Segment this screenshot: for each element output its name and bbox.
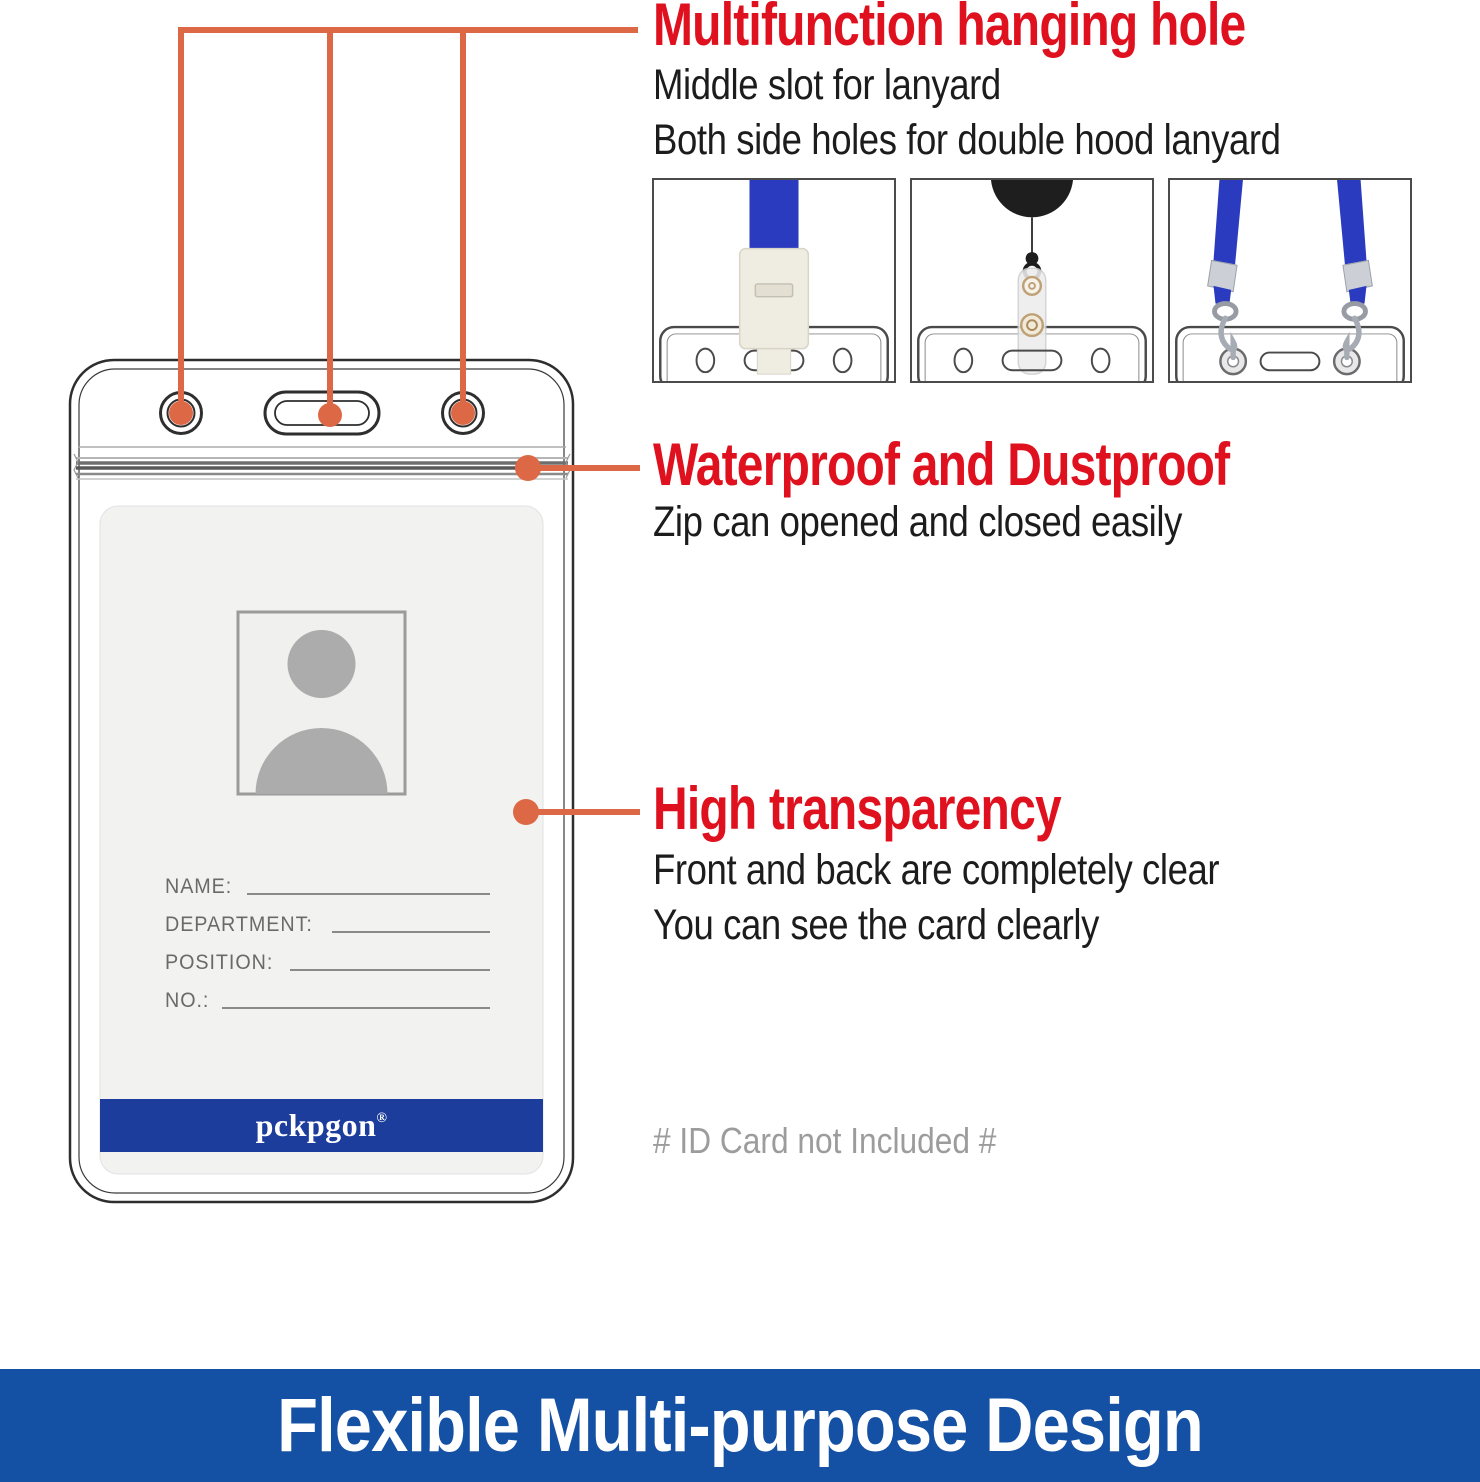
- card-field-department: [165, 914, 490, 936]
- callout-dot-zipper: [515, 455, 541, 481]
- zipper-icon: [74, 454, 570, 479]
- brand-name: pckpgon: [255, 1107, 377, 1143]
- field-label: NAME:: [165, 875, 233, 898]
- section-waterproof-desc: [653, 495, 1275, 550]
- field-label: POSITION:: [165, 951, 274, 974]
- badge-reel-drawing: [912, 180, 1152, 381]
- reel-body: [991, 180, 1073, 217]
- card-field-no: [165, 990, 490, 1012]
- section-hanging-hole-title: [653, 0, 1394, 56]
- desc-line: Zip can opened and closed easily: [653, 498, 1182, 546]
- desc-line: You can see the card clearly: [653, 901, 1099, 949]
- desc-line: Front and back are completely clear: [653, 846, 1220, 894]
- callout-line-middle-slot: [327, 27, 333, 411]
- note-text: # ID Card not Included #: [653, 1120, 997, 1161]
- section-transparency-desc: [653, 843, 1319, 953]
- section-hanging-hole-desc: [653, 58, 1391, 168]
- section-transparency-title: [653, 775, 1163, 842]
- lanyard-clip-drawing: [654, 180, 894, 381]
- heading-text: Multifunction hanging hole: [653, 0, 1246, 58]
- field-underline: [290, 968, 490, 971]
- callout-dot-transparency: [513, 799, 539, 825]
- desc-line: Middle slot for lanyard: [653, 61, 1001, 109]
- photo-lanyard-clip: [652, 178, 896, 383]
- heading-text: Waterproof and Dustproof: [653, 431, 1230, 498]
- badge-holder-illustration: [60, 350, 590, 1210]
- callout-dot-middle-slot: [318, 403, 342, 427]
- bottom-banner: [0, 1369, 1480, 1482]
- section-waterproof-title: [653, 431, 1373, 498]
- banner-title: Flexible Multi-purpose Design: [277, 1383, 1203, 1468]
- id-card: [100, 506, 543, 1174]
- card-field-name: [165, 876, 490, 898]
- field-underline: [222, 1006, 490, 1009]
- snap-button: [1021, 314, 1043, 336]
- card-field-position: [165, 952, 490, 974]
- photo-badge-reel: [910, 178, 1154, 383]
- callout-line-transparency: [526, 809, 640, 815]
- callout-line-top: [178, 27, 638, 33]
- field-label: NO.:: [165, 989, 210, 1012]
- field-underline: [332, 930, 490, 933]
- callout-dot-right-hole: [451, 401, 475, 425]
- photo-double-lanyard: [1168, 178, 1412, 383]
- heading-text: High transparency: [653, 775, 1061, 842]
- field-underline: [247, 892, 490, 895]
- plastic-clip: [740, 249, 809, 349]
- double-lanyard-drawing: [1170, 180, 1410, 381]
- callout-line-zipper: [528, 465, 640, 471]
- desc-line: Both side holes for double hood lanyard: [653, 116, 1281, 164]
- card-brand: [100, 1099, 543, 1152]
- clip-tongue: [757, 349, 790, 374]
- id-card-note: [653, 1119, 1043, 1163]
- callout-line-right-hole: [460, 27, 466, 407]
- callout-line-left-hole: [178, 27, 184, 405]
- registered-mark: ®: [376, 1111, 388, 1126]
- field-label: DEPARTMENT:: [165, 913, 313, 936]
- callout-dot-left-hole: [169, 401, 193, 425]
